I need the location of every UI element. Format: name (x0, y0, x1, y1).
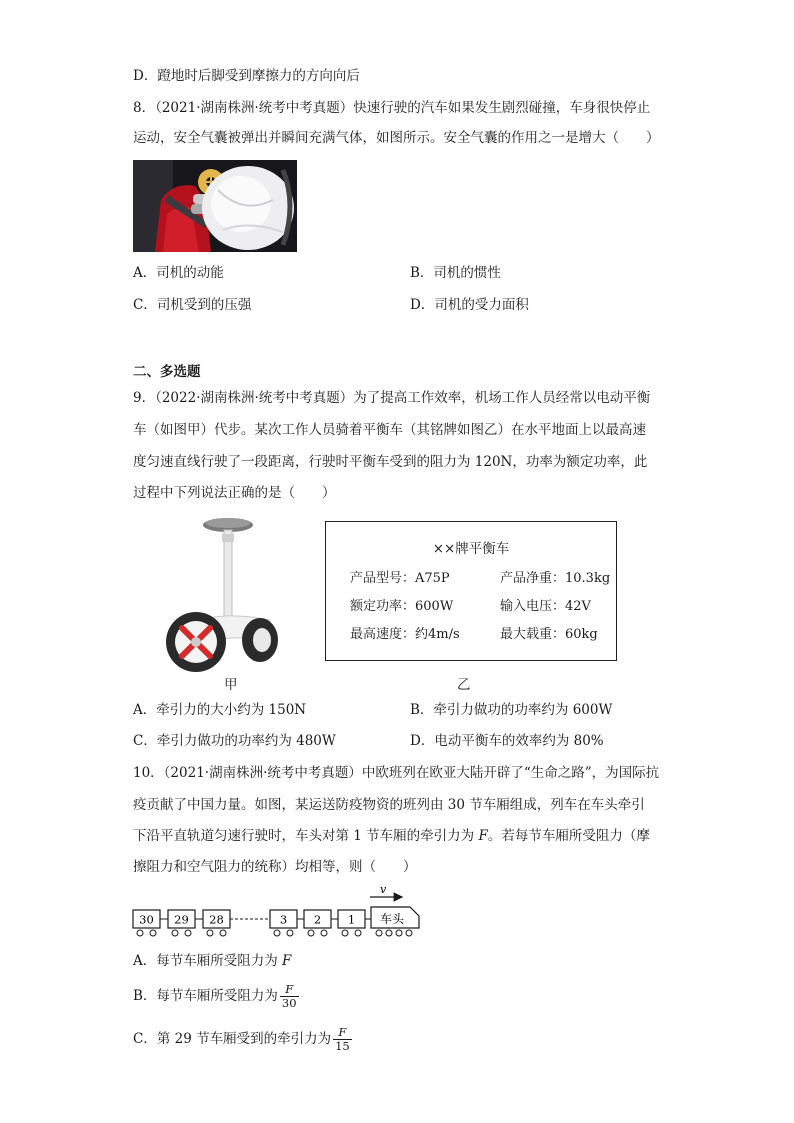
airbag-photo (133, 160, 297, 252)
q10-option-b (133, 983, 299, 1010)
train-car-2 (304, 910, 331, 936)
q10-option-c-fraction (333, 1026, 352, 1053)
train-car-29 (168, 910, 195, 936)
q10-option-b-fraction (280, 983, 299, 1010)
car-number: 3 (279, 912, 288, 927)
q10-option-a-variable: F (282, 953, 292, 969)
q8-option-b: B．司机的惯性 (410, 265, 501, 281)
q9-option-b: B．牵引力做功的功率约为 600W (410, 702, 613, 718)
nameplate-max-speed: 最高速度：约4m/s (350, 627, 460, 642)
q10-option-c (133, 1026, 352, 1053)
car-number: 1 (347, 912, 356, 927)
fraction-numerator: F (280, 983, 299, 997)
airbag-illustration (133, 160, 297, 252)
q10-stem-line3 (133, 826, 650, 846)
q8-option-a: A．司机的动能 (133, 265, 224, 281)
q10-stem-line1: 10．（2021·湖南株洲·统考中考真题）中欧班列在欧亚大陆开辟了“生命之路”，为国际抗 (133, 765, 660, 781)
q10-stem-line3-part2: 。若每节车厢所受阻力（摩 (487, 828, 650, 844)
q10-stem-line3-part1: 下沿平直轨道匀速行驶时，车头对第 1 节车厢的牵引力为 (133, 828, 479, 844)
train-diagram (130, 884, 426, 942)
nameplate-max-load: 最大载重：60kg (500, 627, 598, 642)
nameplate-model: 产品型号：A75P (350, 571, 450, 586)
q9-option-c: C．牵引力做功的功率约为 480W (133, 733, 336, 749)
car-number: 2 (313, 912, 322, 927)
car-number: 30 (139, 912, 154, 927)
q10-option-b-text: B．每节车厢所受阻力为 (133, 988, 278, 1004)
train-car-30 (133, 910, 160, 936)
q7-option-d: D．蹬地时后脚受到摩擦力的方向向后 (133, 68, 360, 84)
train-car-1 (338, 910, 365, 936)
figure-caption-jia: 甲 (224, 677, 238, 693)
train-engine (371, 907, 419, 936)
car-number: 28 (209, 912, 224, 927)
car-number: 29 (174, 912, 189, 927)
scooter-nameplate (325, 521, 617, 661)
q8-option-d: D．司机的受力面积 (410, 297, 529, 313)
nameplate-input-voltage: 输入电压：42V (500, 599, 591, 614)
nameplate-net-weight: 产品净重：10.3kg (500, 571, 611, 586)
q9-stem-line1: 9．（2022·湖南株洲·统考中考真题）为了提高工作效率，机场工作人员经常以电动平衡 (133, 390, 651, 406)
q10-stem-line4: 擦阻力和空气阻力的统称）均相等，则（ ） (133, 859, 417, 875)
nameplate-title: ××牌平衡车 (432, 541, 510, 557)
fraction-numerator: F (333, 1026, 352, 1040)
velocity-label: v (380, 884, 387, 896)
q8-option-c: C．司机受到的压强 (133, 297, 252, 313)
fraction-denominator: 30 (281, 996, 297, 1010)
q8-stem-line2: 运动，安全气囊被弹出并瞬间充满气体，如图所示。安全气囊的作用之一是增大（ ） (133, 130, 660, 146)
q10-option-c-text: C．第 29 节车厢受到的牵引力为 (133, 1031, 332, 1047)
q9-stem-line2: 车（如图甲）代步。某次工作人员骑着平衡车（其铭牌如图乙）在水平地面上以最高速 (133, 422, 646, 438)
train-car-28 (203, 910, 230, 936)
nameplate-rated-power: 额定功率：600W (350, 599, 454, 614)
q10-stem-line2: 疫贡献了中国力量。如图，某运送防疫物资的班列由 30 节车厢组成，列车在车头牵引 (133, 797, 645, 813)
fraction-denominator: 15 (335, 1039, 350, 1053)
figure-caption-yi: 乙 (457, 677, 471, 693)
q10-option-a-text: A．每节车厢所受阻力为 (133, 953, 283, 969)
engine-label: 车头 (379, 912, 405, 926)
balance-scooter-figure (160, 512, 290, 682)
q9-stem-line4: 过程中下列说法正确的是（ ） (133, 485, 336, 501)
q9-option-a: A．牵引力的大小约为 150N (133, 702, 307, 718)
train-car-3 (270, 910, 297, 936)
q10-option-a (133, 951, 291, 971)
section-multiple-choice-title: 二、多选题 (133, 364, 201, 380)
q8-stem-line1: 8．（2021·湖南株洲·统考中考真题）快速行驶的汽车如果发生剧烈碰撞，车身很快停止 (133, 100, 651, 116)
q9-stem-line3: 度匀速直线行驶了一段距离，行驶时平衡车受到的阻力为 120N，功率为额定功率，此 (133, 454, 648, 470)
q10-variable-f: F (478, 828, 488, 844)
q9-option-d: D．电动平衡车的效率约为 80% (410, 733, 604, 749)
